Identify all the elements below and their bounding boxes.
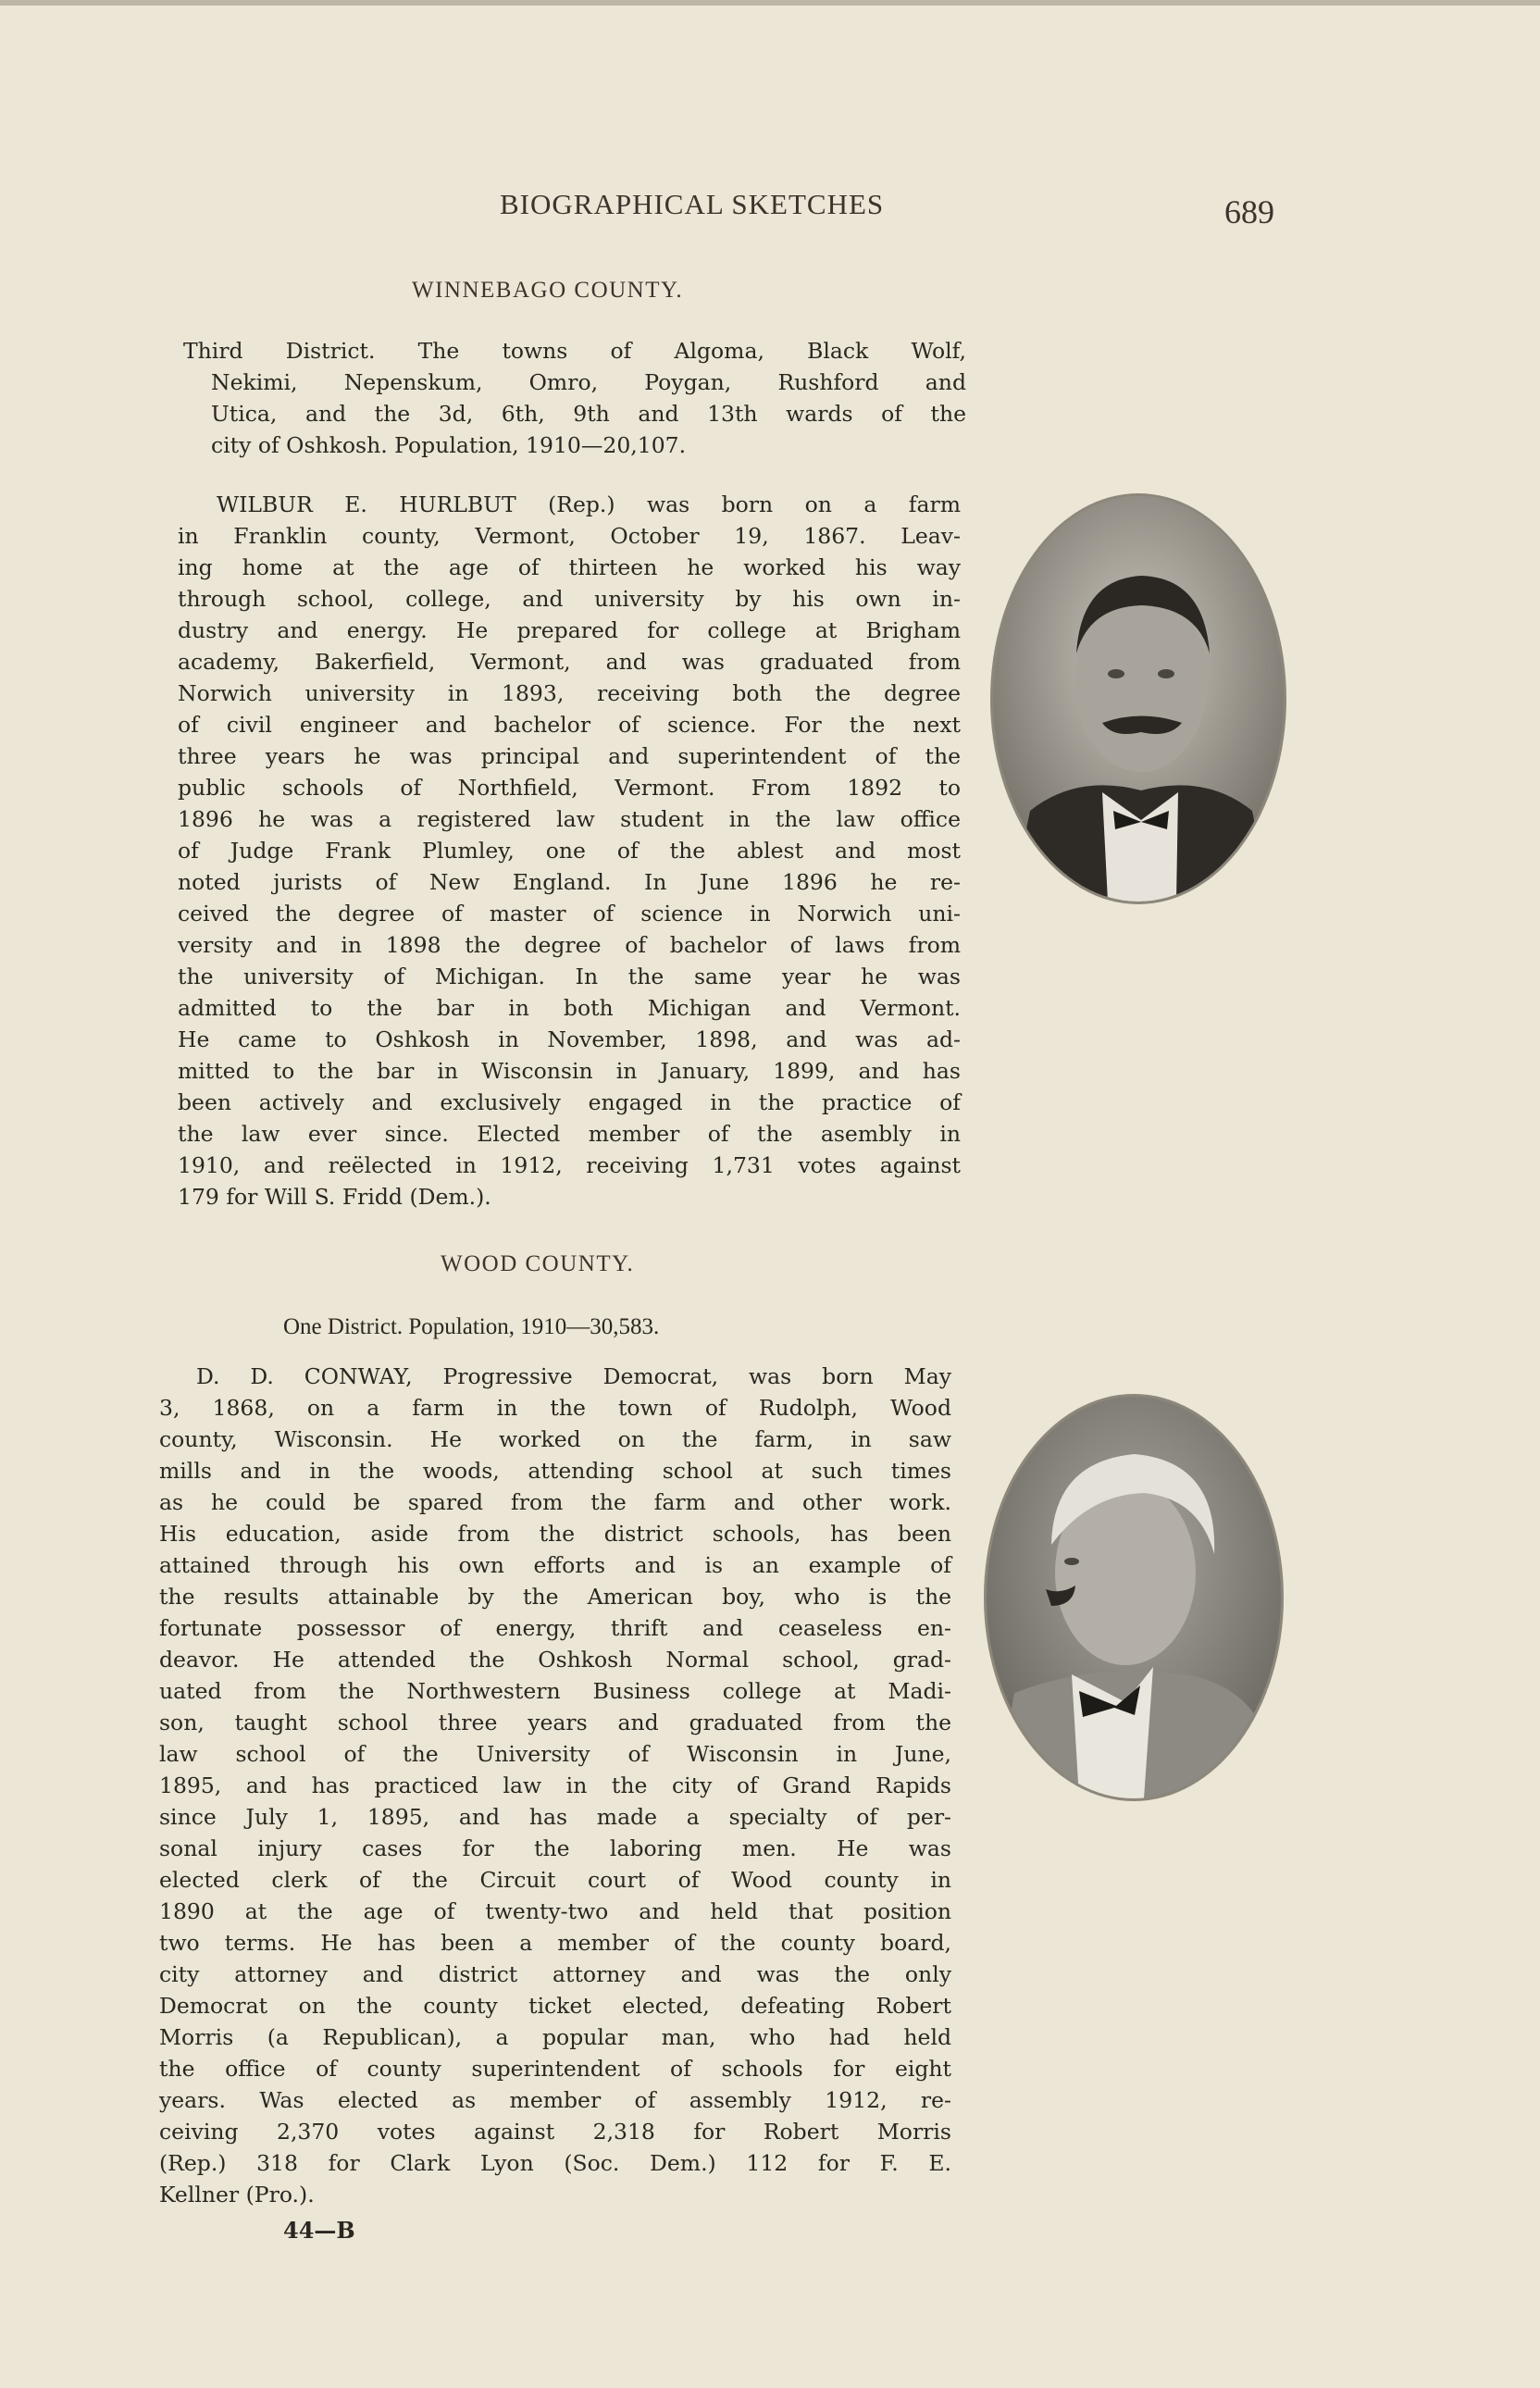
district-line: Third District. The towns of Algoma, Black Wolf,	[183, 338, 966, 364]
bio-line: His education, aside from the district schools, has been	[159, 1521, 951, 1547]
bio-line: academy, Bakerfield, Vermont, and was graduated from	[178, 649, 961, 675]
district-line: Nekimi, Nepenskum, Omro, Poygan, Rushford and	[211, 369, 966, 395]
bio-line: county, Wisconsin. He worked on the farm, in saw	[159, 1426, 951, 1452]
bio-line: ceived the degree of master of science in Norwich uni-	[178, 901, 961, 927]
bio-line: Democrat on the county ticket elected, defeating Robert	[159, 1993, 951, 2019]
running-header: BIOGRAPHICAL SKETCHES	[500, 188, 885, 220]
bio-line: law school of the University of Wisconsin in June,	[159, 1741, 951, 1767]
bio-line: admitted to the bar in both Michigan and Vermont.	[178, 995, 961, 1021]
bio-line: ing home at the age of thirteen he worked his way	[178, 554, 961, 580]
bio-line: (Rep.) 318 for Clark Lyon (Soc. Dem.) 112 for F. E.	[159, 2150, 951, 2176]
bio-line: ceiving 2,370 votes against 2,318 for Robert Morris	[159, 2119, 951, 2145]
bio-line: 1890 at the age of twenty-two and held that position	[159, 1898, 951, 1924]
bio-line: through school, college, and university by his own in-	[178, 586, 961, 612]
bio-line: He came to Oshkosh in November, 1898, and was ad-	[178, 1026, 961, 1052]
county-heading-winnebago: WINNEBAGO COUNTY.	[412, 278, 684, 303]
page-number: 689	[1224, 193, 1274, 230]
bio-line: the office of county superintendent of schools for eight	[159, 2056, 951, 2082]
bio-line: the university of Michigan. In the same year he was	[178, 964, 961, 989]
bio-line: sonal injury cases for the laboring men. He was	[159, 1835, 951, 1861]
bio-line: dustry and energy. He prepared for college at Brigham	[178, 617, 961, 643]
bio-line: two terms. He has been a member of the county board,	[159, 1930, 951, 1956]
bio-line: Kellner (Pro.).	[159, 2182, 315, 2208]
bio-line: of Judge Frank Plumley, one of the ablest and most	[178, 838, 961, 864]
bio-line: the results attainable by the American boy, who is the	[159, 1584, 951, 1610]
bio-line: Norwich university in 1893, receiving both the degree	[178, 680, 961, 706]
bio-line: been actively and exclusively engaged in the practice of	[178, 1089, 961, 1115]
bio-line: noted jurists of New England. In June 1896 he re-	[178, 869, 961, 895]
bio-line: fortunate possessor of energy, thrift and ceaseless en-	[159, 1615, 951, 1641]
bio-line: public schools of Northfield, Vermont. From 1892 to	[178, 775, 961, 801]
biography-hurlbut	[178, 489, 961, 1213]
bio-line: versity and in 1898 the degree of bachelor of laws from	[178, 932, 961, 958]
bio-line: WILBUR E. HURLBUT (Rep.) was born on a farm	[217, 491, 961, 517]
bio-line: 179 for Will S. Fridd (Dem.).	[178, 1184, 491, 1210]
bio-line: mitted to the bar in Wisconsin in January, 1899, and has	[178, 1058, 961, 1084]
bio-line: Morris (a Republican), a popular man, who had held	[159, 2024, 951, 2050]
bio-line: 3, 1868, on a farm in the town of Rudolph, Wood	[159, 1395, 951, 1421]
bio-line: mills and in the woods, attending school at such times	[159, 1458, 951, 1484]
bio-line: in Franklin county, Vermont, October 19, 1867. Leav-	[178, 523, 961, 549]
bio-line: uated from the Northwestern Business college at Madi-	[159, 1678, 951, 1704]
bio-line: 1895, and has practiced law in the city of Grand Rapids	[159, 1772, 951, 1798]
page-top-edge	[0, 0, 1540, 6]
bio-line: the law ever since. Elected member of the asembly in	[178, 1121, 961, 1147]
bio-line: deavor. He attended the Oshkosh Normal school, grad-	[159, 1647, 951, 1673]
portrait-conway-image	[987, 1397, 1281, 1798]
district-description-wood: One District. Population, 1910—30,583.	[283, 1314, 660, 1339]
bio-line: as he could be spared from the farm and other work.	[159, 1489, 951, 1515]
district-description-winnebago	[183, 335, 966, 461]
district-line: city of Oshkosh. Population, 1910—20,107.	[211, 432, 687, 458]
bio-line: 1896 he was a registered law student in the law office	[178, 806, 961, 832]
bio-line: 1910, and reëlected in 1912, receiving 1,731 votes against	[178, 1152, 961, 1178]
bio-line: D. D. CONWAY, Progressive Democrat, was born May	[196, 1363, 951, 1389]
signature-mark: 44—B	[283, 2217, 355, 2244]
portrait-hurlbut-image	[993, 496, 1284, 902]
biography-conway	[159, 1361, 951, 2210]
bio-line: elected clerk of the Circuit court of Wood county in	[159, 1867, 951, 1893]
county-heading-wood: WOOD COUNTY.	[441, 1251, 635, 1276]
portrait-conway	[984, 1394, 1284, 1801]
bio-line: city attorney and district attorney and was the only	[159, 1961, 951, 1987]
bio-line: attained through his own efforts and is an example of	[159, 1552, 951, 1578]
bio-line: son, taught school three years and graduated from the	[159, 1710, 951, 1735]
district-line: Utica, and the 3d, 6th, 9th and 13th wards of the	[211, 401, 966, 427]
bio-line: of civil engineer and bachelor of science. For the next	[178, 712, 961, 738]
bio-line: years. Was elected as member of assembly 1912, re-	[159, 2087, 951, 2113]
bio-line: since July 1, 1895, and has made a specialty of per-	[159, 1804, 951, 1830]
bio-line: three years he was principal and superintendent of the	[178, 743, 961, 769]
portrait-hurlbut	[990, 493, 1286, 904]
